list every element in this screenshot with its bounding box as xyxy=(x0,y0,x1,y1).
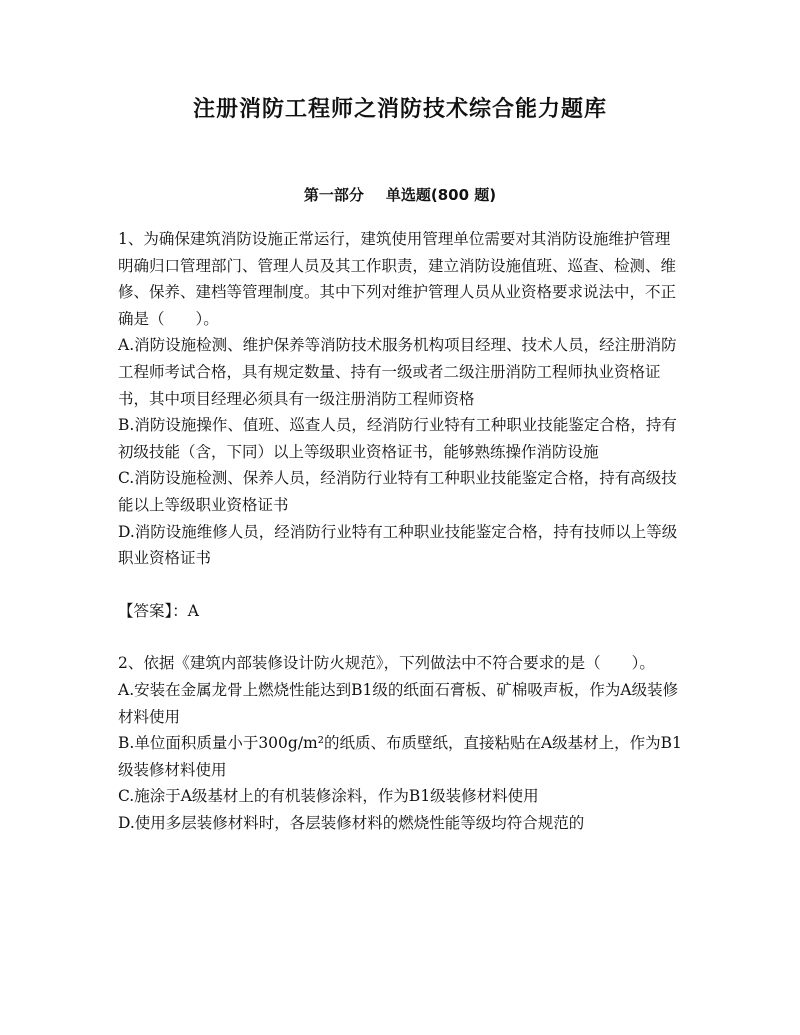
answer-line: 【答案】：A xyxy=(118,601,199,620)
question-2 xyxy=(118,650,684,836)
question-option-d: D.使用多层装修材料时，各层装修材料的燃烧性能等级均符合规范的 xyxy=(118,813,585,832)
document-body xyxy=(118,226,684,836)
question-option-a: A.消防设施检测、维护保养等消防技术服务机构项目经理、技术人员，经注册消防工程师考试合格，具有规定数量、持有一级或者二级注册消防工程师执业资格证书，其中项目经理必须具有一级注册消防工程师资格 xyxy=(118,336,677,408)
section-subtitle: 单选题(800 题) xyxy=(385,186,497,204)
question-stem: 2、依据《建筑内部装修设计防火规范》，下列做法中不符合要求的是（ ）。 xyxy=(118,654,655,673)
question-option-a: A.安装在金属龙骨上燃烧性能达到B1级的纸面石膏板、矿棉吸声板，作为A级装修材料使用 xyxy=(118,680,679,726)
question-option-c: C.消防设施检测、保养人员，经消防行业特有工种职业技能鉴定合格，持有高级技能以上等级职业资格证书 xyxy=(118,469,677,514)
question-option-d: D.消防设施维修人员，经消防行业特有工种职业技能鉴定合格，持有技师以上等级职业资格证书 xyxy=(118,522,678,568)
question-stem: 1、为确保建筑消防设施正常运行，建筑使用管理单位需要对其消防设施维护管理明确归口管理部门、管理人员及其工作职责，建立消防设施值班、巡查、检测、维修、保养、建档等管理制度。其中下列对维护管理人员从业资格要求说法中，不正确是（ ）。 xyxy=(118,230,677,328)
question-option-b: B.消防设施操作、值班、巡查人员，经消防行业特有工种职业技能鉴定合格，持有初级技能（含，下同）以上等级职业资格证书，能够熟练操作消防设施 xyxy=(118,416,677,461)
question-option-b: B.单位面积质量小于300g/m²的纸质、布质壁纸，直接粘贴在A级基材上，作为B1级装修材料使用 xyxy=(118,734,682,779)
section-title: 第一部分 xyxy=(303,186,364,204)
question-option-c: C.施涂于A级基材上的有机装修涂料，作为B1级装修材料使用 xyxy=(118,787,539,806)
document-title: 注册消防工程师之消防技术综合能力题库 xyxy=(192,97,607,122)
section-heading xyxy=(0,184,800,205)
question-1 xyxy=(118,226,684,650)
